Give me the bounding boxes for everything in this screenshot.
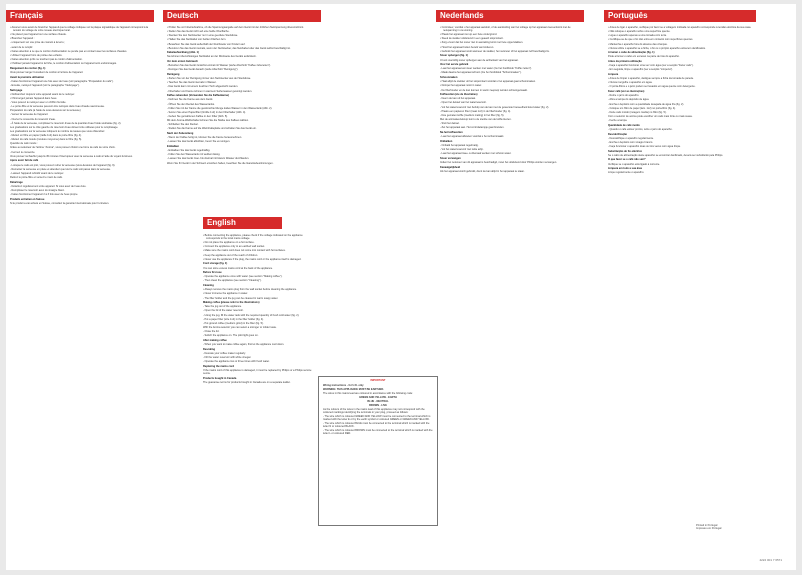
paragraph: • Ziehen Sie vor der Reinigung immer den Netzstecker aus der Steckdose. bbox=[167, 77, 251, 81]
paragraph: Com o selector de aroma pode escolher um café mais forte ou mais suave. bbox=[608, 114, 693, 118]
paragraph: Quantidade de café moído bbox=[608, 123, 640, 127]
paragraph: - Deite café moído (moagem média) no filtro (fig. 5). bbox=[608, 110, 667, 114]
paragraph: - Nehmen Sie die Kanne aus dem Gerät. bbox=[167, 98, 214, 102]
paragraph: • Gebruik het apparaat nooit wanneer de stekker, het netsnoer of het apparaat zelf beschadigd is. bbox=[440, 49, 550, 53]
column-francais bbox=[10, 26, 150, 566]
paragraph: - Lassen Sie das Gerät abkühlen, bevor Sie es reinigen. bbox=[167, 140, 231, 144]
paragraph: - Stellen Sie die Kanne auf die Warmhalteplatte und schalten Sie das Gerät ein. bbox=[167, 127, 257, 131]
paragraph: - Laat het apparaat één keer werken met water (zie het hoofdstuk "Koffie zetten"). bbox=[440, 67, 532, 71]
paragraph: - Encha o depósito com a quantidade desejada de água fria (fig. 2). bbox=[608, 102, 685, 106]
column-deutsch bbox=[167, 26, 317, 212]
important-line: BROWN - LIVE bbox=[369, 403, 387, 407]
paragraph: - Retire o jarro do aparelho. bbox=[608, 94, 640, 98]
paragraph: - When you want to make coffee again, first let the appliance cool down. bbox=[203, 343, 285, 347]
paragraph: Ontkalken bbox=[440, 139, 453, 143]
paragraph: - Laissez l'appareil refroidir avant de le nettoyer. bbox=[10, 171, 64, 175]
paragraph: - Quando o café estiver pronto, retire o jarro do aparelho. bbox=[608, 127, 673, 131]
paragraph: Verifique se o aparelho está ligado à corrente. bbox=[608, 162, 660, 166]
paragraph: If the mains cord of this appliance is damaged, it must be replaced by Philips or a Philips service centre. bbox=[203, 368, 312, 375]
paragraph: • Nunca mergulhe o aparelho em água. bbox=[608, 81, 653, 85]
paragraph: Mit dem Aroma-Wahlschalter können Sie die Stärke des Kaffees wählen. bbox=[167, 119, 249, 123]
footer-line-1: Printed in Portugal bbox=[696, 524, 718, 527]
paragraph: - Mettez un filtre en papier (taille 1x2) dans le porte-filtre (fig. 4). bbox=[10, 134, 82, 138]
important-wiring-box bbox=[318, 376, 438, 526]
paragraph: Descaling bbox=[203, 347, 216, 351]
paragraph: • Do not place the appliance on a hot surface. bbox=[203, 241, 255, 245]
paragraph: - Abra a tampa do depósito de água. bbox=[608, 98, 650, 102]
paragraph: - De filterhouder en de kan kunnen in warm zeepsop worden schoongemaakt. bbox=[440, 88, 528, 92]
paragraph: Replacing the mains cord bbox=[203, 364, 234, 368]
paragraph: • Certifique-se de que o fio não entra em contacto com superfícies quentes. bbox=[608, 38, 694, 42]
paragraph: • Never immerse the appliance in water. bbox=[203, 292, 248, 296]
paragraph: - Fill the water reservoir with white vinegar. bbox=[203, 355, 252, 359]
paragraph: Préparation du café (à l'aide de sous-dessous sur la verseuse) bbox=[10, 109, 81, 113]
paragraph: • Never use the appliance if the plug, the mains cord or the appliance itself is damaged. bbox=[203, 257, 302, 261]
paragraph: • Faites attention qu'ils ne touchent pas le cordon d'alimentation. bbox=[10, 58, 83, 62]
paragraph: Quantité de café moulu : bbox=[10, 142, 38, 146]
paragraph: Met de aromakeuzeknop kunt u de sterkte van de koffie kiezen. bbox=[440, 118, 512, 121]
paragraph: - Put ground coffee (medium grind) in the filter (fig. 5). bbox=[203, 321, 264, 325]
paragraph: - Switch the appliance on. The pilot light goes on. bbox=[203, 334, 259, 338]
paragraph: • Halten Sie das Netzkabel von heißen Flächen fern. bbox=[167, 38, 227, 42]
important-line: BLUE - NEUTRAL bbox=[367, 399, 389, 403]
paragraph: - Mettez du café moulu (mouture moyenne) dans le filtre (fig. 5). bbox=[10, 138, 82, 142]
paragraph: Détartrage bbox=[10, 180, 23, 184]
paragraph: Reinigung bbox=[167, 73, 180, 77]
print-footer bbox=[696, 524, 721, 530]
paragraph: - Lorsque le café est prêt, vous pouvez retirer la verseuse (sous-dessous de l'appareil (fig. 9). bbox=[10, 163, 116, 167]
paragraph: • Não coloque o aparelho sobre uma superfície quente. bbox=[608, 30, 671, 34]
paragraph: Arrumar o cabo de alimentação (fig. 1) bbox=[608, 51, 655, 55]
paragraph: O que fazer se o café não sair? bbox=[608, 158, 646, 162]
important-line: GREEN AND YELLOW - EARTH bbox=[359, 395, 397, 399]
paragraph: - Sluit het deksel. bbox=[440, 122, 460, 126]
paragraph: - Neem de kan uit het apparaat. bbox=[440, 97, 476, 101]
paragraph: - Füllen Sie den Wassertank mit weißem Essig. bbox=[167, 153, 221, 157]
paragraph: Fazer café (ver as ilustrações) bbox=[608, 90, 645, 94]
paragraph: Before first use bbox=[203, 271, 222, 275]
paragraph: Snoer vervangen bbox=[440, 156, 461, 160]
paragraph: - Schließen Sie den Deckel. bbox=[167, 123, 199, 127]
paragraph: Limpeza bbox=[608, 73, 619, 77]
paragraph: - Füllen Sie mit der Kanne die gewünschte Menge kaltes Wasser in den Wassertank (Abb. 2). bbox=[167, 106, 273, 110]
paragraph: - Fermez le couvercle. bbox=[10, 150, 36, 154]
paragraph: - Close the lid. bbox=[203, 330, 220, 334]
paragraph: - uniquement sur une prise de courant à la terre ; bbox=[10, 41, 66, 45]
header-nederlands: Nederlands bbox=[436, 10, 584, 22]
paragraph: - The filter holder and the jug can be cleaned in warm soapy water. bbox=[203, 296, 279, 300]
important-line: - The wire which is coloured BLUE must be connected to the terminal which is marked with the letter N or coloured BLACK. bbox=[323, 422, 430, 429]
paragraph: • Before connecting the appliance, please check if the voltage indicated on the appliance corresponds to the local mains voltage. bbox=[203, 234, 303, 241]
paragraph: Nettoyage bbox=[10, 88, 23, 92]
paragraph: Entkalken bbox=[167, 144, 180, 148]
paragraph: With the Aroma selector you can select a stronger or milder taste. bbox=[203, 326, 277, 329]
column-portugues bbox=[608, 26, 754, 496]
paragraph: - À l'aide de la verseuse, remplissez le réservoir d'eau de la quantité d'eau froide souhaitée (fig. 2). bbox=[10, 121, 122, 125]
paragraph: • Connect the appliance only to an earthed wall socket. bbox=[203, 245, 265, 249]
paragraph: Wenn Sie Ihr Gerät in der Schweiz erworben haben, beachten Sie die Garantiebestimmungen. bbox=[167, 161, 274, 165]
paragraph: Descalcificação bbox=[608, 132, 628, 136]
paragraph: • Zorg ervoor dat het snoer niet in aanraking komt met hete oppervlakken. bbox=[440, 41, 524, 45]
paragraph: Vous pouvez ranger l'excédent de cordon à l'arrière de l'appareil. bbox=[10, 70, 84, 74]
header-english: English bbox=[203, 217, 282, 229]
paragraph: Rangement du cordon (fig. 1) bbox=[10, 66, 46, 70]
paragraph: - Maak daarna het apparaat schoon (zie het hoofdstuk "Schoonmaken"). bbox=[440, 71, 522, 75]
paragraph: Substituição do fio eléctrico bbox=[608, 149, 643, 153]
paragraph: Koffiezetten (zie de illustraties) bbox=[440, 93, 478, 97]
paragraph: • Branchez l'appareil : bbox=[10, 37, 35, 41]
paragraph: Kanaalgelijkheid bbox=[440, 165, 461, 169]
paragraph: - Plaats een papieren filter (maat 1x2) in de filterhouder (fig. 4). bbox=[440, 109, 511, 113]
paragraph: Voor het eerste gebruik bbox=[440, 63, 469, 67]
paragraph: - Öffnen Sie den Deckel des Wassertanks. bbox=[167, 102, 215, 106]
paragraph: Après avoir fait du café bbox=[10, 159, 39, 163]
paragraph: - Zet het apparaat aan. Het controlelampje gaat branden. bbox=[440, 126, 505, 130]
paragraph: • Houd het apparaat buiten bereik van kinderen. bbox=[440, 45, 494, 49]
paragraph: • Bewahren Sie das Gerät außerhalb der Reichweite von Kindern auf. bbox=[167, 42, 246, 46]
paragraph: • Débranchez toujours votre appareil avant de le nettoyer. bbox=[10, 92, 75, 96]
paragraph: • Steek de stekker uitsluitend in een geaard stopcontact. bbox=[440, 37, 504, 41]
paragraph: - Filterhalter und Kanne können in warmem Seifenwasser gereinigt werden. bbox=[167, 89, 253, 93]
paragraph: - Operate the appliance two or three times with fresh water. bbox=[203, 360, 270, 364]
paragraph: - Descale your coffee maker regularly. bbox=[203, 351, 246, 355]
paragraph: Making coffee (please refer to the illustrations) bbox=[203, 301, 260, 305]
paragraph: - Betreiben Sie das Gerät zunächst einmal mit Wasser (siehe Abschnitt "Kaffee zubereiten"). bbox=[167, 64, 271, 68]
paragraph: - Faça o aparelho funcionar uma vez com água (ver a secção "Fazer café"). bbox=[608, 64, 694, 68]
paragraph: - Le porte-filtre et la verseuse peuvent être nettoyés dans l'eau chaude savonneuse. bbox=[10, 105, 105, 109]
paragraph: • Antes de ligar o aparelho, verifique por favor se a voltagem indicada no aparelho corresponde à tensão eléctrica da sua casa. bbox=[608, 26, 752, 29]
paragraph: U kunt overtollig snoer opbergen aan de achterkant van het apparaat. bbox=[440, 58, 519, 62]
paragraph: Als het apparaat wordt gebruikt, dient de kan altijd in het apparaat te staan. bbox=[440, 169, 525, 173]
important-line: - The wire which is coloured BROWN must be connected to the terminal which is marked with the letter L or coloured RED. bbox=[323, 429, 433, 436]
paragraph: Nach der Zubereitung bbox=[167, 132, 194, 136]
paragraph: Kabelaufwicklung (Abb. 1) bbox=[167, 51, 199, 55]
paragraph: • Antes de limpar o aparelho, desligue sempre a ficha da tomada de parede. bbox=[608, 77, 694, 81]
paragraph: Limpe regularmente o aparelho. bbox=[608, 171, 645, 175]
paragraph: - Ensuite, nettoyez l'appareil (voir le paragraphe "Nettoyage"). bbox=[10, 83, 80, 87]
paragraph: - avant de le remplir. bbox=[10, 45, 34, 49]
paragraph: - Then clean the appliance (see section "Cleaning"). bbox=[203, 279, 262, 283]
paragraph: • Benutzen Sie das Gerät niemals, wenn der Netzstecker, das Netzkabel oder das Gerät selbst beschädigt ist. bbox=[167, 46, 291, 50]
important-line: - The wire which is coloured GREEN AND YELLOW must be connected to the terminal which is marked with the letter E or by the earth symbol or coloured GREEN or GREEN AND YELLOW. bbox=[323, 414, 431, 421]
paragraph: You can store excess mains cord at the back of the appliance. bbox=[203, 266, 273, 270]
paragraph: Products bought in Canada bbox=[203, 376, 237, 380]
paragraph: - Coloque um filtro de papel (tam. 1x2) no porta-filtro (fig. 4). bbox=[608, 106, 676, 110]
paragraph: - Vul het waterreservoir met behulp van de kan met de gewenste hoeveelheid koud water (fig. 2). bbox=[440, 105, 550, 109]
column-nederlands bbox=[440, 26, 580, 566]
paragraph: - Doe gemalen koffie (medium maling) in het filter (fig. 5). bbox=[440, 113, 505, 117]
paragraph: • Dompel het apparaat nooit in water. bbox=[440, 84, 482, 88]
paragraph: Avant la première utilisation bbox=[10, 75, 45, 79]
paragraph: Indien het netsnoer van dit apparaat is beschadigd, moet het uitsluitend door Philips worden vervangen. bbox=[440, 160, 557, 164]
paragraph: - Faites fonctionner l'appareil 2 à 3 fois avec de l'eau propre. bbox=[10, 193, 79, 197]
paragraph: Schoonmaken bbox=[440, 76, 458, 80]
paragraph: • N'immergez jamais l'appareil dans l'eau. bbox=[10, 96, 57, 100]
paragraph: • Tauchen Sie das Gerät niemals in Wasser. bbox=[167, 81, 217, 85]
paragraph: - Faites fonctionner l'appareil une fois avec de l'eau (voir paragraphe "Préparation du café"). bbox=[10, 79, 114, 83]
paragraph: Limpeza em todo a sua área bbox=[608, 167, 642, 171]
paragraph: • Nunca utilize o aparelho se a ficha, o fio ou o próprio aparelho estiverem danificados. bbox=[608, 46, 706, 50]
paragraph: - Vul het waterreservoir met witte azijn. bbox=[440, 147, 484, 151]
paragraph: Pode arrumar o cabo em excesso na parte de trás do aparelho. bbox=[608, 55, 680, 59]
paragraph: - Laat het apparaat twee- à driemaal werken met schoon water. bbox=[440, 152, 512, 156]
paragraph: • Ne placez pas l'appareil sur une surface chaude. bbox=[10, 33, 67, 37]
paragraph: - Ouvrez le couvercle du réservoir d'eau. bbox=[10, 117, 56, 121]
paragraph: - Das Gerät kann mit einem feuchten Tuch abgewischt werden. bbox=[167, 85, 239, 89]
paragraph: Antes da primeira utilização bbox=[608, 60, 642, 64]
paragraph: - Descalcifique o aparelho regularmente. bbox=[608, 136, 654, 140]
paragraph: • N'utilisez jamais l'appareil si la fiche, le cordon d'alimentation ou l'appareil sont endommagés. bbox=[10, 62, 117, 66]
paragraph: Produits entretien en Suisse bbox=[10, 197, 45, 201]
paragraph: - Put a paper filter (size 1x2) in the filter holder (fig. 4). bbox=[203, 317, 264, 321]
paragraph: - Ontkalk het apparaat regelmatig. bbox=[440, 143, 479, 147]
paragraph: - Encha o depósito com vinagre branco. bbox=[608, 140, 654, 144]
paragraph: • Haal altijd de stekker uit het stopcontact voordat u het apparaat gaat schoonmaken. bbox=[440, 80, 536, 84]
paragraph: • Controleer, voordat u het apparaat aansluit, of de aanduiding van het voltage op het apparaat overeenkomt met de netspanning in uw woning. bbox=[440, 26, 571, 33]
paragraph: Retirez le porte-filtre et versez le marc de café. bbox=[10, 175, 63, 179]
paragraph: - Geben Sie gemahlenen Kaffee in den Filter (Abb. 5). bbox=[167, 114, 228, 118]
paragraph: Sie können überschüssiges Netzkabel an der Rückseite des Geräts aufwickeln. bbox=[167, 55, 257, 59]
paragraph: Si le produit a été acheté en Suisse, consultez la garantie Internationale pour l'entretien. bbox=[10, 201, 110, 205]
header-deutsch: Deutsch bbox=[163, 10, 321, 22]
important-line: WARNING: THIS APPLIANCE MUST BE EARTHED. bbox=[323, 387, 384, 391]
important-line: Wiring instructions - for U.K. only bbox=[323, 383, 364, 387]
paragraph: - Détartrez régulièrement votre appareil. Si vous avez de l'eau dure. bbox=[10, 184, 87, 188]
paragraph: - Lassen Sie das Gerät zwei- bis dreimal mit klarem Wasser durchlaufen. bbox=[167, 157, 250, 161]
paragraph: • Stecken Sie den Netzstecker nur in eine geerdete Steckdose. bbox=[167, 34, 238, 38]
paragraph: • Make sure the mains cord does not come into contact with hot surfaces. bbox=[203, 249, 286, 253]
paragraph: - Entkalken Sie das Gerät regelmäßig. bbox=[167, 149, 211, 153]
paragraph: The guarantee terms for products bought in Canada are on a separate leaflet. bbox=[203, 380, 291, 384]
paragraph: - Reinigen Sie das Gerät danach (siehe Abschnitt "Reinigung"). bbox=[167, 68, 239, 72]
paragraph: • Always remove the mains plug from the wall socket before cleaning the appliance. bbox=[203, 288, 297, 292]
paragraph: - Feche a tampa. bbox=[608, 119, 628, 123]
paragraph: • Prüfen Sie vor Inbetriebnahme, ob die Spannungsangabe auf dem Gerät mit der örtlichen Netzspannung übereinstimmt. bbox=[167, 26, 304, 29]
paragraph: • Assurez-vous avant de brancher l'appareil que la voltage indiquée sur la plaque signalétique de l'appareil correspond à la tension du voltage de votre réseau électrique local. bbox=[10, 26, 149, 33]
paragraph: • Utilisez l'appareil hors de portée des enfants. bbox=[10, 53, 63, 57]
instruction-sheet bbox=[6, 4, 796, 570]
important-line: The wires in this mains lead are coloured in accordance with the following code: bbox=[323, 391, 413, 395]
paragraph: Snoer opbergen (fig. 1) bbox=[440, 54, 468, 58]
paragraph: - Em seguida, limpe o aparelho (ver a secção "Limpeza"). bbox=[608, 68, 673, 72]
paragraph: - Using the jug, fill the water tank with the required quantity of fresh cold water (fig. 2). bbox=[203, 313, 300, 317]
paragraph: - Vous pouvez le nettoyer avec un chiffon humide. bbox=[10, 100, 67, 104]
paragraph: Se o cabo de alimentação deste aparelho se encontrar danificado, deverá ser substituído pela Philips. bbox=[608, 153, 724, 157]
important-title: IMPORTANT bbox=[370, 379, 386, 382]
header-francais: Français bbox=[6, 10, 154, 22]
paragraph: Cleaning bbox=[203, 284, 214, 288]
paragraph: Vor dem ersten Gebrauch bbox=[167, 60, 198, 64]
document-number: 4222 001 7 6571 bbox=[759, 558, 782, 562]
paragraph: - Faça funcionar o aparelho duas ou três vezes com água limpa. bbox=[608, 144, 681, 148]
paragraph: • Stellen Sie das Gerät nicht auf eine heiße Oberfläche. bbox=[167, 30, 230, 34]
paragraph: Grâce au sélecteur de l'arôme "Aroma", vous pouvez choisir une force de café de votre choix. bbox=[10, 146, 116, 150]
footer-line-2: Impresso em Portugal bbox=[696, 527, 722, 531]
paragraph: Les graduations sur le côté gauche du réservoir d'eau doivent être utilisées pour le remplissage. bbox=[10, 125, 119, 129]
paragraph: - Take the jug out of the appliance. bbox=[203, 305, 242, 309]
paragraph: After making coffee bbox=[203, 338, 227, 342]
important-line: As the colours of the wires in the mains lead of this appliance may not correspond with the coloured markings identifying the terminals in your plug, proceed as follows: bbox=[323, 407, 425, 414]
paragraph: Kaffee zubereiten (Verwenden Sie die Kaffeekanne) bbox=[167, 94, 229, 98]
paragraph: - Remettez la verseuse en place et attendez que tout le café soit passé dans la verseuse. bbox=[10, 167, 111, 171]
paragraph: Na het koffiezetten bbox=[440, 130, 463, 134]
paragraph: - Remplissez le réservoir avec du vinaigre blanc. bbox=[10, 188, 65, 192]
paragraph: - Laat het apparaat afkoelen voordat u het schoonmaakt. bbox=[440, 135, 504, 139]
paragraph: • Ligue o aparelho apenas a uma tomada com terra. bbox=[608, 34, 667, 38]
paragraph: • Keep the appliance out of the reach of children. bbox=[203, 253, 258, 257]
column-english-left bbox=[203, 234, 313, 564]
paragraph: • Plaats het apparaat niet op een hete ondergrond. bbox=[440, 33, 498, 37]
paragraph: - Setzen Sie einen Papierfilter (Größe 1x2) in den Filterhalter (Abb. 4). bbox=[167, 110, 246, 114]
paragraph: - Operate the appliance once with water (see section "Making coffee"). bbox=[203, 275, 283, 279]
paragraph: • Faites attention à ce que le cordon d'alimentation ne pende pas en contact avec les surfaces chaudes. bbox=[10, 49, 128, 53]
paragraph: • Mantenha o aparelho fora do alcance das crianças. bbox=[608, 42, 668, 46]
paragraph: Les graduations sur la verseuse indiquent le nombre de tasses que vous obtiendrez. bbox=[10, 129, 106, 133]
paragraph: - O porta-filtros e o jarro podem ser lavados em água quente com detergente. bbox=[608, 85, 696, 89]
paragraph: Cord storage (fig. 1) bbox=[203, 262, 228, 266]
header-portugues: Português bbox=[604, 10, 756, 22]
paragraph: - Versez la verseuse de l'appareil. bbox=[10, 113, 49, 117]
paragraph: Vous pouvez réchauffer jusqu'à 45 minutes l'interrupteur avec la verseuse à café à l'aide du voyant lumineux. bbox=[10, 154, 133, 158]
paragraph: - Open het deksel van het waterreservoir. bbox=[440, 101, 487, 105]
paragraph: - Wenn der Kaffee fertig ist, können Sie die Kanne herausnehmen. bbox=[167, 136, 242, 140]
paragraph: - Open the lid of the water reservoir. bbox=[203, 309, 244, 313]
